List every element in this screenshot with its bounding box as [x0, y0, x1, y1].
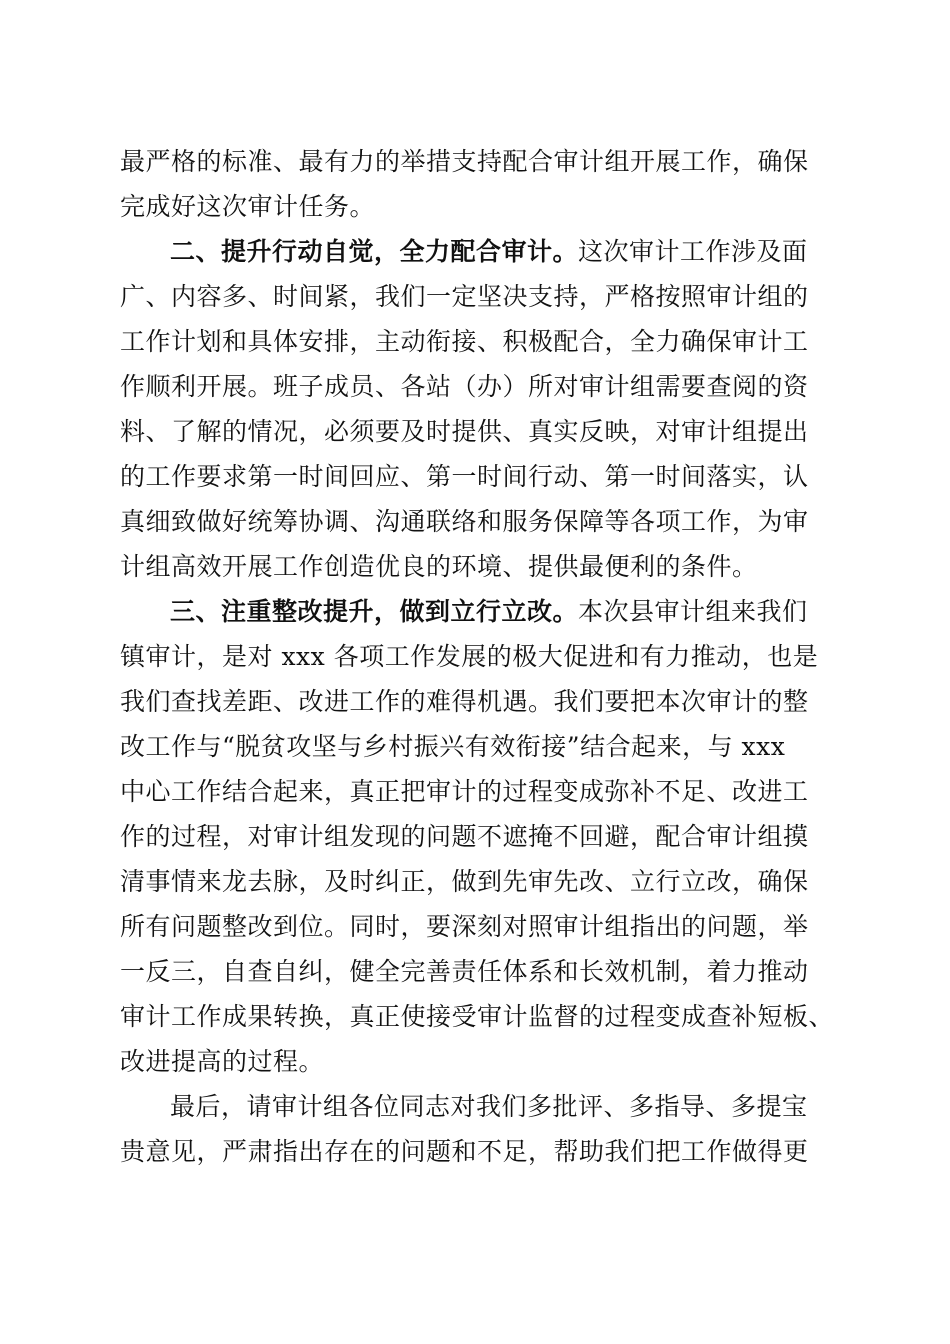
text-line: 中心工作结合起来，真正把审计的过程变成弥补不足、改进工 [120, 777, 809, 806]
text-line: 的工作要求第一时间回应、第一时间行动、第一时间落实，认 [120, 462, 809, 491]
text-line [170, 592, 808, 632]
section-heading: 三、注重整改提升，做到立行立改。 [170, 597, 579, 626]
text-line: 广、内容多、时间紧，我们一定坚决支持，严格按照审计组的 [120, 282, 809, 311]
text-line: 清事情来龙去脉，及时纠正，做到先审先改、立行立改，确保 [120, 867, 809, 896]
text-line: 作的过程，对审计组发现的问题不遮掩不回避，配合审计组摸 [120, 822, 809, 851]
text-line: 最后，请审计组各位同志对我们多批评、多指导、多提宝 [170, 1092, 808, 1121]
text-line: 我们查找差距、改进工作的难得机遇。我们要把本次审计的整 [120, 687, 809, 716]
text-line: 改进提高的过程。 [120, 1047, 325, 1076]
text-line: 改工作与“脱贫攻坚与乡村振兴有效衔接”结合起来，与 xxx [120, 732, 786, 761]
text-line: 所有问题整改到位。同时，要深刻对照审计组指出的问题，举 [120, 912, 809, 941]
text-line: 工作计划和具体安排，主动衔接、积极配合，全力确保审计工 [120, 327, 809, 356]
text-line: 一反三，自查自纠，健全完善责任体系和长效机制，着力推动 [120, 957, 809, 986]
text-line: 镇审计，是对 xxx 各项工作发展的极大促进和有力推动，也是 [120, 642, 819, 671]
text-line: 真细致做好统筹协调、沟通联络和服务保障等各项工作，为审 [120, 507, 809, 536]
paragraph-text: 本次县审计组来我们 [578, 597, 808, 626]
text-line: 贵意见，严肃指出存在的问题和不足，帮助我们把工作做得更 [120, 1137, 809, 1166]
text-line: 料、了解的情况，必须要及时提供、真实反映，对审计组提出 [120, 417, 809, 446]
text-line: 审计工作成果转换，真正使接受审计监督的过程变成查补短板、 [120, 1002, 835, 1031]
paragraph-text: 这次审计工作涉及面 [578, 237, 808, 266]
text-line: 作顺利开展。班子成员、各站（办）所对审计组需要查阅的资 [120, 372, 809, 401]
text-line [170, 232, 808, 272]
text-line: 完成好这次审计任务。 [120, 192, 376, 221]
section-heading: 二、提升行动自觉，全力配合审计。 [170, 237, 579, 266]
text-line: 最严格的标准、最有力的举措支持配合审计组开展工作，确保 [120, 147, 809, 176]
text-line: 计组高效开展工作创造优良的环境、提供最便利的条件。 [120, 552, 758, 581]
